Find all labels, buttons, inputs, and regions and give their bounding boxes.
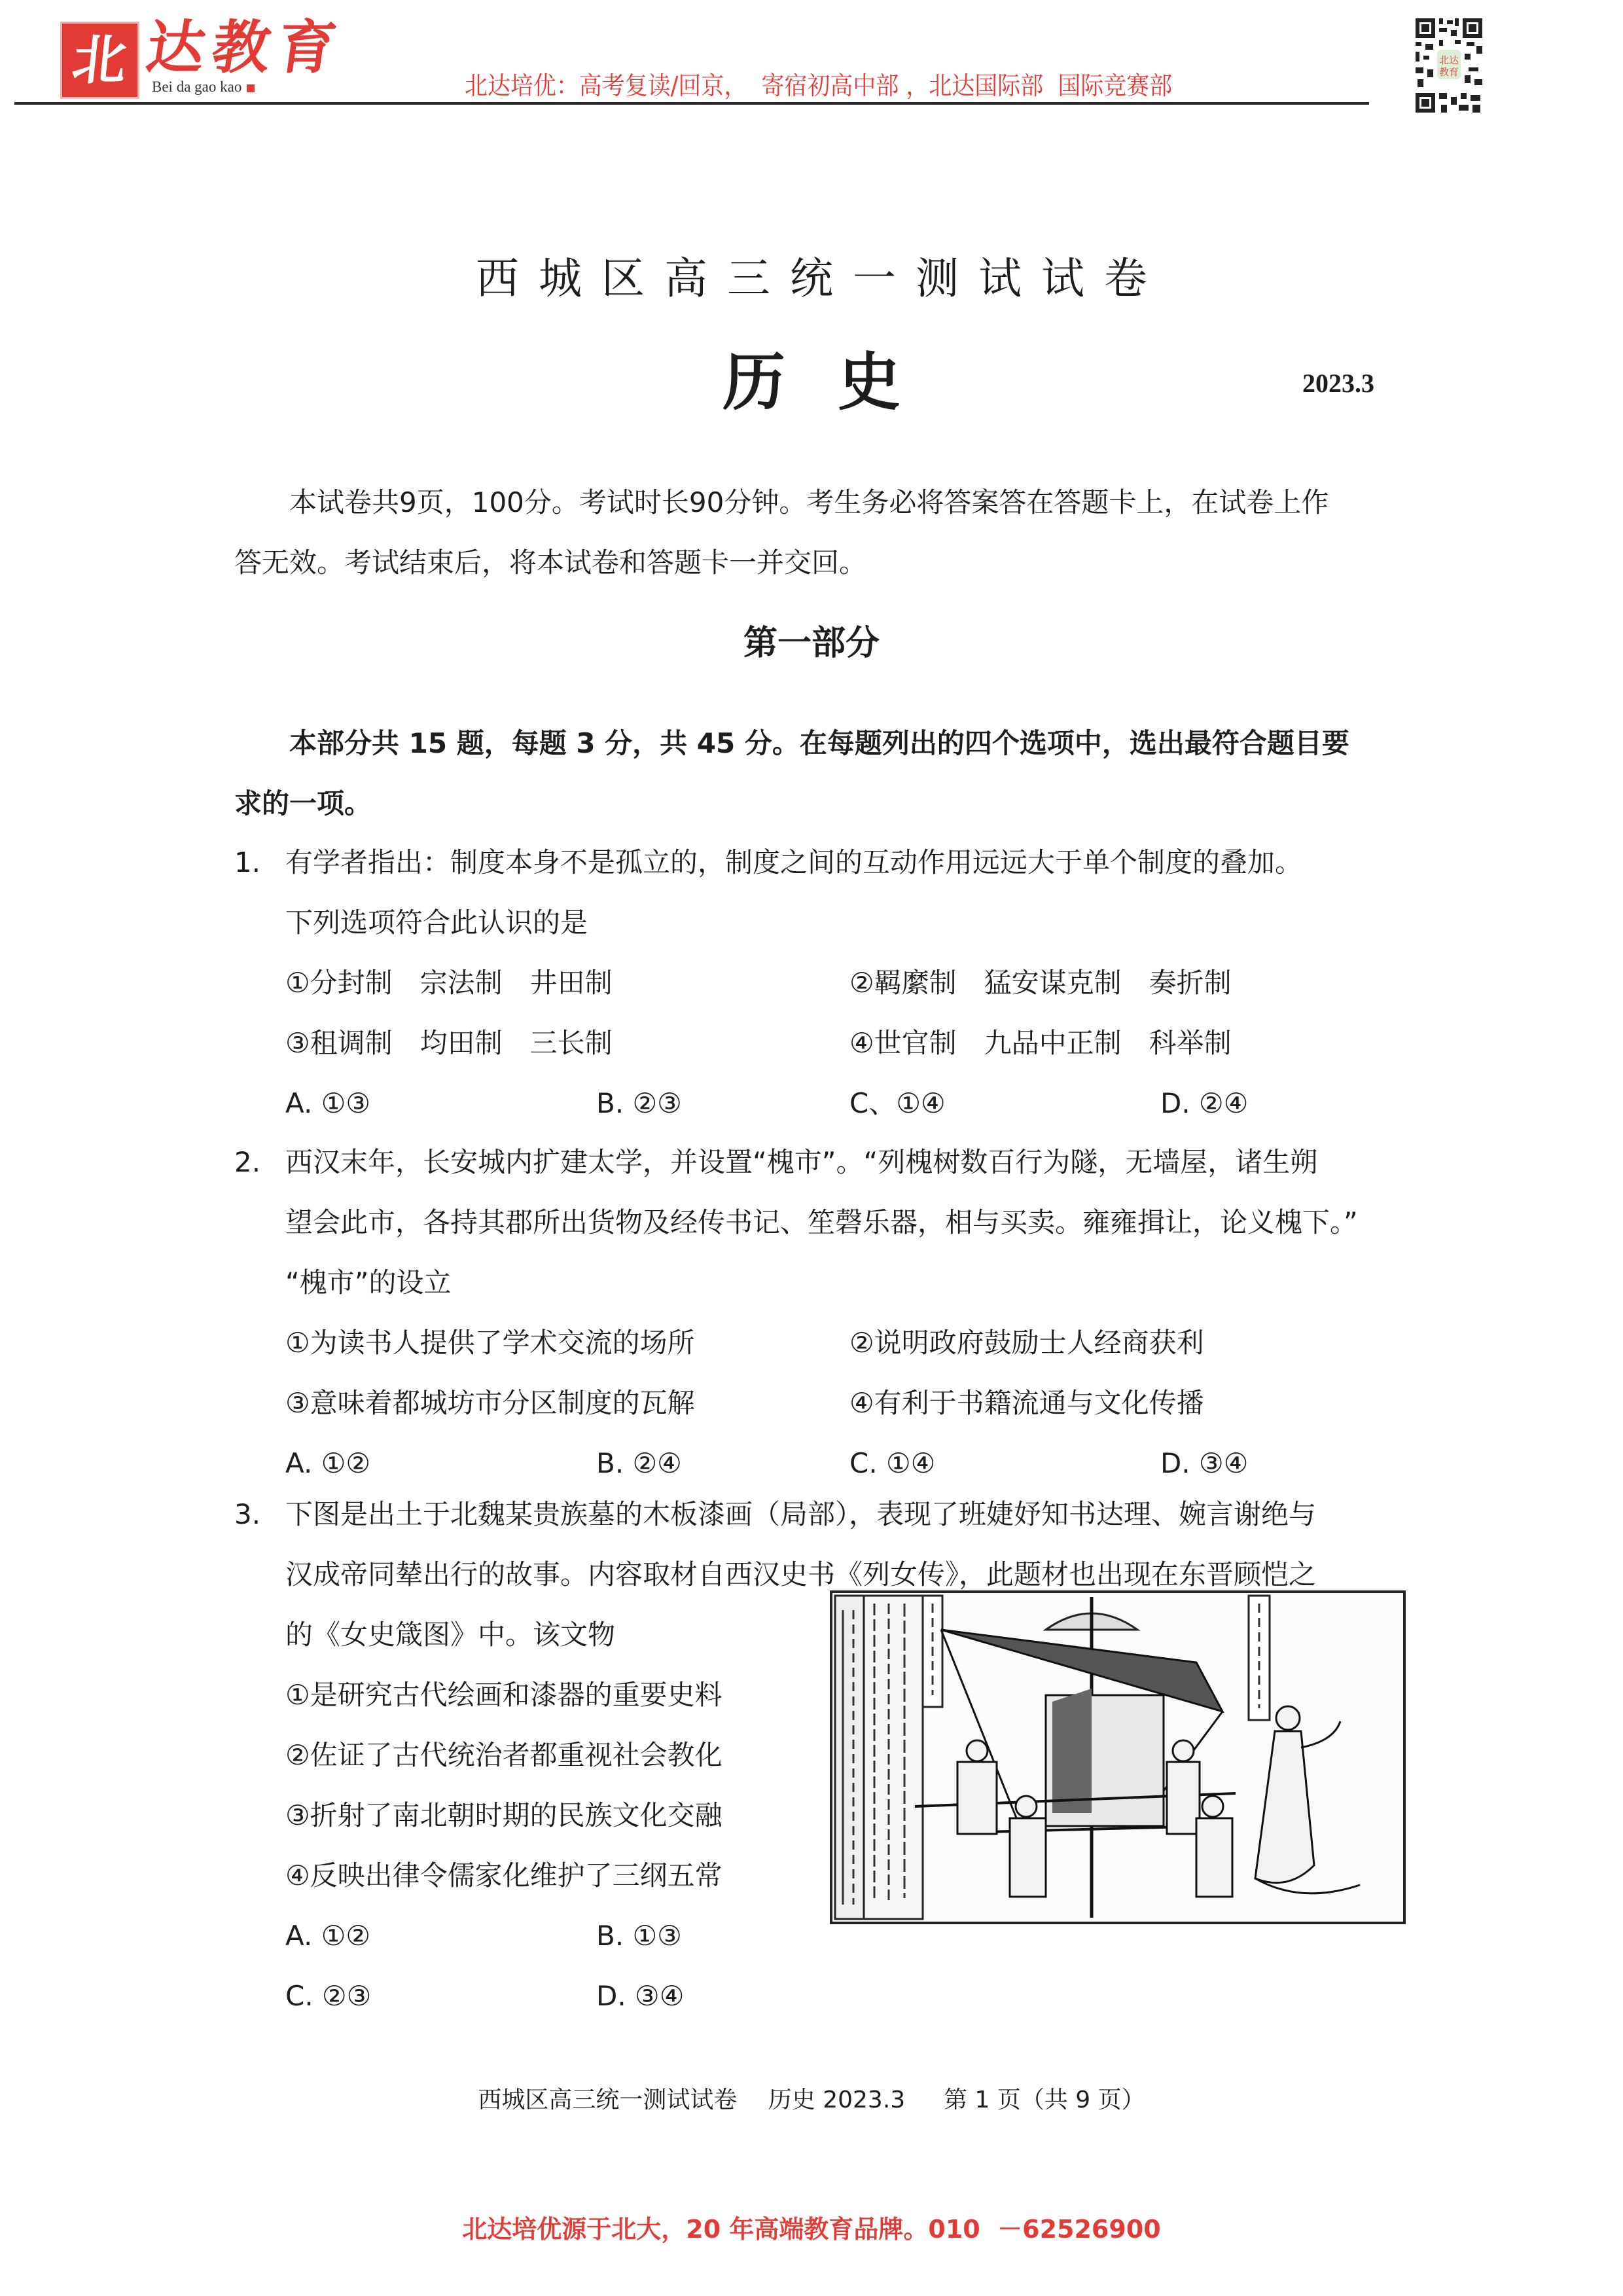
- answer-choice-d[interactable]: D. ③④: [596, 1980, 685, 2012]
- logo-mark-text: 北: [69, 29, 130, 92]
- question-number: 1.: [234, 846, 261, 878]
- question-stem-line: 望会此市，各持其郡所出货物及经传书记、笙磬乐器，相与买卖。雍雍揖让，论义槐下。”: [285, 1206, 1358, 1238]
- question-stem-line: 有学者指出：制度本身不是孤立的，制度之间的互动作用远远大于单个制度的叠加。: [285, 846, 1303, 878]
- answer-choice-c[interactable]: C. ②③: [285, 1980, 372, 2012]
- question-2: [234, 1132, 1412, 1494]
- logo-subtitle-text: Bei da gao kao: [152, 79, 242, 95]
- answer-choice-c[interactable]: C. ①④: [849, 1447, 936, 1479]
- statement-item: ④反映出律令儒家化维护了三纲五常: [285, 1859, 722, 1892]
- statement-item: ③租调制 均田制 三长制: [285, 1027, 613, 1059]
- instructions-line-2: 答无效。考试结束后，将本试卷和答题卡一并交回。: [234, 547, 867, 579]
- section-title: 第一部分: [743, 624, 880, 663]
- statement-item: ①分封制 宗法制 井田制: [285, 967, 613, 999]
- section-description-line-2: 求的一项。: [234, 787, 372, 819]
- lacquer-painting-figure: [830, 1590, 1406, 1924]
- logo-dot-icon: [247, 84, 255, 92]
- svg-text:北达: 北达: [1438, 54, 1459, 66]
- statement-item: ①是研究古代绘画和漆器的重要史料: [285, 1679, 722, 1711]
- section-description-line-1: 本部分共 15 题，每题 3 分，共 45 分。在每题列出的四个选项中，选出最符合题目要: [289, 727, 1349, 759]
- question-stem-line: 西汉末年，长安城内扩建太学，并设置“槐市”。“列槐树数百行为隧，无墙屋，诸生朔: [285, 1146, 1318, 1178]
- question-number: 3.: [234, 1498, 261, 1530]
- subject-title: 历史: [722, 346, 953, 419]
- exam-date: 2023.3: [1302, 368, 1374, 398]
- answer-choice-d[interactable]: D. ②④: [1160, 1087, 1249, 1119]
- exam-instructions: [234, 473, 1399, 593]
- statement-item: ②说明政府鼓励士人经商获利: [849, 1327, 1204, 1359]
- logo-subtitle: [152, 79, 255, 96]
- answer-choice-a[interactable]: A. ①③: [285, 1087, 370, 1119]
- exam-title: 西城区高三统一测试试卷: [476, 253, 1167, 304]
- answer-choice-b[interactable]: B. ①③: [596, 1920, 682, 1952]
- question-stem-line: 下列选项符合此认识的是: [285, 906, 588, 939]
- statement-item: ①为读书人提供了学术交流的场所: [285, 1327, 695, 1359]
- page-footer: 西城区高三统一测试试卷 历史 2023.3 第 1 页（共 9 页）: [478, 2087, 1145, 2113]
- question-number: 2.: [234, 1146, 261, 1178]
- question-stem-line: “槐市”的设立: [285, 1266, 452, 1299]
- header-divider: [14, 102, 1369, 105]
- section-description: [234, 713, 1399, 834]
- question-1: [234, 833, 1412, 1134]
- question-stem-line: 的《女史箴图》中。该文物: [285, 1619, 616, 1651]
- statement-item: ③折射了南北朝时期的民族文化交融: [285, 1799, 722, 1831]
- logo-mark: [62, 24, 137, 97]
- answer-choice-c[interactable]: C、①④: [849, 1087, 946, 1119]
- bottom-slogan: 北达培优源于北大，20 年高端教育品牌。010 －62526900: [462, 2215, 1161, 2244]
- answer-choice-a[interactable]: A. ①②: [285, 1920, 370, 1952]
- question-stem-line: 下图是出土于北魏某贵族墓的木板漆画（局部），表现了班婕妤知书达理、婉言谢绝与: [285, 1498, 1317, 1530]
- answer-choice-d[interactable]: D. ③④: [1160, 1447, 1249, 1479]
- statement-item: ②佐证了古代统治者都重视社会教化: [285, 1739, 722, 1771]
- statement-item: ④世官制 九品中正制 科举制: [849, 1027, 1232, 1059]
- svg-text:教育: 教育: [1438, 66, 1459, 78]
- statement-item: ④有利于书籍流通与文化传播: [849, 1387, 1204, 1419]
- statement-item: ②羁縻制 猛安谋克制 奏折制: [849, 967, 1232, 999]
- qr-code-icon: [1414, 16, 1484, 115]
- instructions-line-1: 本试卷共9页，100分。考试时长90分钟。考生务必将答案答在答题卡上，在试卷上作: [289, 486, 1329, 518]
- statement-item: ③意味着都城坊市分区制度的瓦解: [285, 1387, 695, 1419]
- logo-text: 达教育: [142, 13, 349, 81]
- answer-choice-b[interactable]: B. ②③: [596, 1087, 682, 1119]
- question-stem-line: 汉成帝同辇出行的故事。内容取材自西汉史书《列女传》，此题材也出现在东晋顾恺之: [285, 1558, 1317, 1590]
- header-slogan: 北达培优：高考复读/回京， 寄宿初高中部 ，北达国际部 国际竞赛部: [465, 71, 1173, 100]
- answer-choice-a[interactable]: A. ①②: [285, 1447, 370, 1479]
- answer-choice-b[interactable]: B. ②④: [596, 1447, 682, 1479]
